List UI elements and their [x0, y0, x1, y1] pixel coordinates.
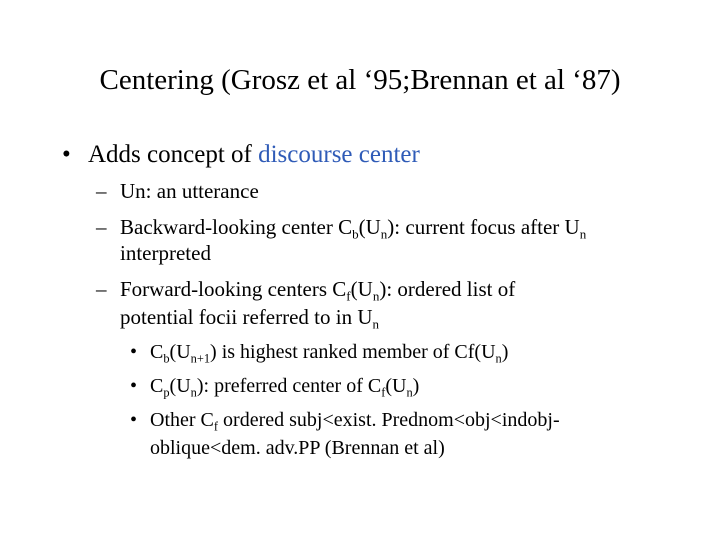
bullet-mark: •: [130, 375, 138, 397]
subsubbullet-text: $C_b(U_{n+1})$ is highest ranked member of $Cf(U_n)$: [150, 341, 509, 366]
subbullet-text: Forward-looking centers $C_f(U_n)$: ordered list of: [120, 277, 516, 304]
bullet-mark: •: [130, 341, 138, 363]
dash-mark: –: [96, 179, 107, 203]
highlight-term: discourse center: [258, 141, 420, 168]
subbullet-backward-center-cont: interpreted: [120, 241, 211, 265]
dash-mark: –: [96, 215, 107, 239]
bullet-mark: •: [130, 409, 138, 431]
subsubbullet-text: Other $C_f$ ordered subj<exist. Prednom<obj<indobj-: [150, 409, 560, 434]
subsubbullet-text: $C_p(U_n)$: preferred center of $C_f(U_n)$: [150, 375, 420, 400]
bullet-mark: •: [62, 141, 71, 168]
subbullet-forward-centers-cont: potential focii referred to in $U_n$: [120, 305, 379, 332]
subbullet-text: Backward-looking center $C_b(U_n)$: current focus after $U_n$: [120, 215, 587, 242]
slide-title: Centering (Grosz et al ‘95;Brennan et al ‘87): [99, 64, 621, 96]
subsubbullet-other-cf-cont: oblique<dem. adv.PP (Brennan et al): [150, 437, 445, 459]
bullet-text: Adds concept of discourse center: [88, 141, 420, 168]
subbullet-text: Un: an utterance: [120, 179, 259, 203]
dash-mark: –: [96, 277, 107, 301]
